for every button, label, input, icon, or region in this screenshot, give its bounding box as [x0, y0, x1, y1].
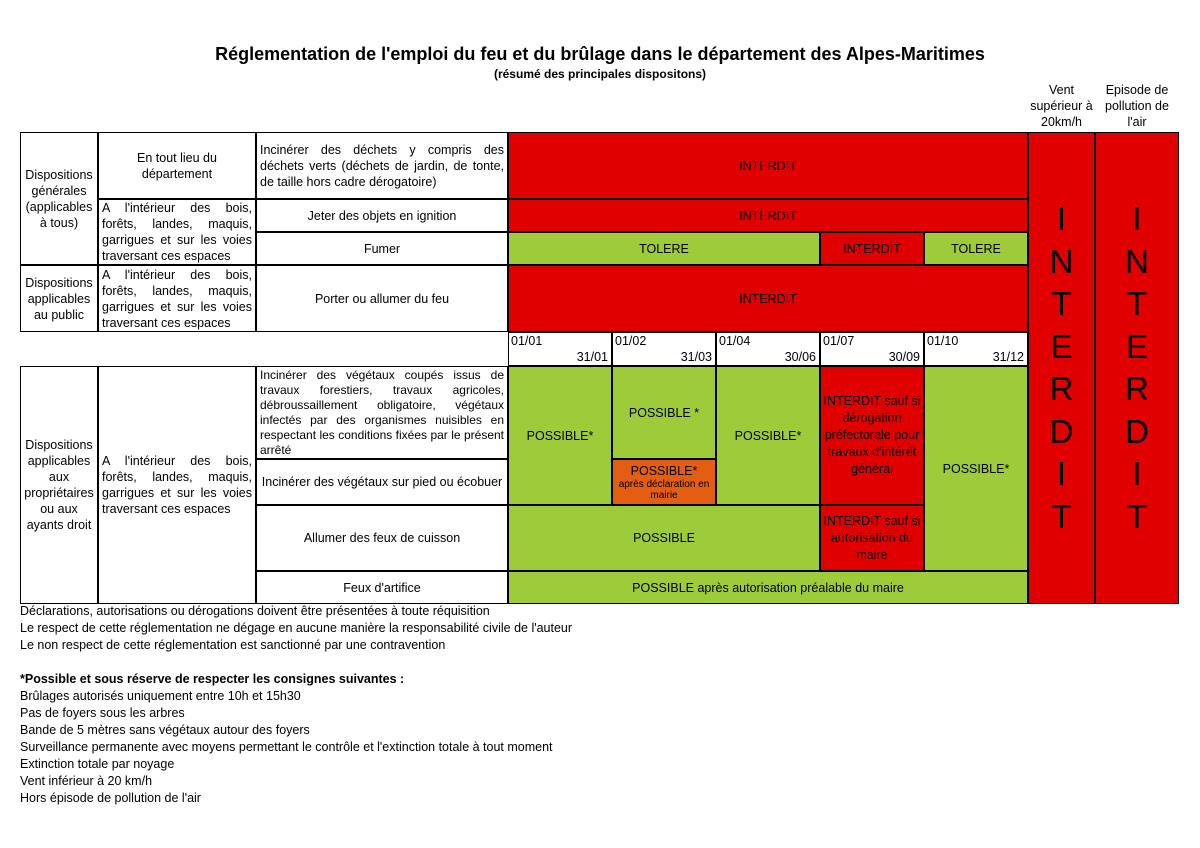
- period-1: [508, 332, 612, 366]
- condition-line: Brûlages autorisés uniquement entre 10h et 15h30: [20, 689, 301, 703]
- location-everywhere: En tout lieu du département: [98, 132, 256, 199]
- status-smoke-1: TOLERE: [508, 232, 820, 265]
- period-4: [820, 332, 924, 366]
- period-2: [612, 332, 716, 366]
- activity-carry-fire: Porter ou allumer du feu: [256, 265, 508, 332]
- status-plants-p5: POSSIBLE*: [924, 366, 1028, 571]
- pollution-letter: N: [1125, 242, 1149, 280]
- period-2-start: 01/02: [615, 334, 647, 348]
- status-smoke-3: TOLERE: [924, 232, 1028, 265]
- period-4-end: 30/09: [888, 350, 920, 364]
- condition-line: Hors épisode de pollution de l'air: [20, 791, 201, 805]
- condition-line: Pas de foyers sous les arbres: [20, 706, 185, 720]
- status-cut-plants-p2: POSSIBLE *: [612, 366, 716, 459]
- status-carry-fire: INTERDIT: [508, 265, 1028, 332]
- condition-line: Surveillance permanente avec moyens permettant le contrôle et l'extinction totale à tout moment: [20, 740, 553, 754]
- activity-cut-plants: Incinérer des végétaux coupés issus de travaux forestiers, travaux agricoles, débroussaillement obligatoire, végétaux infectés par des organismes nuisibles en respectant les conditions fixées par le présent arrêté: [256, 366, 508, 459]
- activity-cooking: Allumer des feux de cuisson: [256, 505, 508, 571]
- pollution-letter: D: [1125, 412, 1149, 450]
- location-woods-public: A l'intérieur des bois, forêts, landes, maquis, garrigues et sur les voies traversant ces espaces: [98, 265, 256, 332]
- section-owners: Dispositions applicables aux propriétaires ou aux ayants droit: [20, 366, 98, 604]
- activity-standing-plants: Incinérer des végétaux sur pied ou écobuer: [256, 459, 508, 505]
- location-woods-general: A l'intérieur des bois, forêts, landes, maquis, garrigues et sur les voies traversant ces espaces: [98, 199, 256, 265]
- status-cooking-2: INTERDIT sauf si autorisation du maire: [820, 505, 924, 571]
- header-wind: Vent supérieur à 20km/h: [1030, 83, 1093, 129]
- wind-letter: T: [1051, 285, 1072, 322]
- activity-waste: Incinérer des déchets y compris des déchets verts (déchets de jardin, de tonte, de taille hors cadre dérogatoire): [256, 132, 508, 199]
- status-plants-p1: POSSIBLE*: [508, 366, 612, 505]
- status-throw: INTERDIT: [508, 199, 1028, 232]
- condition-line: Vent inférieur à 20 km/h: [20, 774, 153, 788]
- period-5-start: 01/10: [927, 334, 959, 348]
- period-5-end: 31/12: [992, 350, 1024, 364]
- status-fireworks: POSSIBLE après autorisation préalable du maire: [508, 571, 1028, 604]
- pollution-letter: I: [1132, 200, 1142, 237]
- status-plants-p3: POSSIBLE*: [716, 366, 820, 505]
- period-4-start: 01/07: [823, 334, 855, 348]
- wind-letter: D: [1049, 412, 1074, 450]
- condition-line: Bande de 5 mètres sans végétaux autour des foyers: [20, 723, 310, 737]
- wind-letter: E: [1050, 327, 1073, 365]
- wind-letter: N: [1049, 242, 1074, 280]
- status-standing-plants-p2-note: après déclaration en mairie: [618, 479, 710, 501]
- wind-letter: R: [1049, 370, 1074, 407]
- note-line: Le respect de cette réglementation ne dégage en aucune manière la responsabilité civile de l'auteur: [20, 621, 573, 635]
- wind-letter: T: [1051, 497, 1072, 535]
- pollution-interdit-column: [1095, 132, 1179, 604]
- condition-line: Extinction totale par noyage: [20, 757, 175, 771]
- wind-letter: I: [1056, 455, 1067, 492]
- status-plants-p4: INTERDIT sauf si dérogation préfectorale pour travaux d'intérêt général: [820, 366, 924, 505]
- section-general: Dispositions générales (applicables à tous): [20, 132, 98, 265]
- status-standing-plants-p2: [612, 459, 716, 505]
- pollution-letter: T: [1126, 497, 1148, 535]
- activity-throw: Jeter des objets en ignition: [256, 199, 508, 232]
- note-line: Le non respect de cette réglementation est sanctionné par une contravention: [20, 638, 446, 652]
- period-1-end: 31/01: [576, 350, 608, 364]
- pollution-letter: T: [1126, 285, 1148, 322]
- period-1-start: 01/01: [511, 334, 543, 348]
- activity-smoke: Fumer: [256, 232, 508, 265]
- status-cooking-1: POSSIBLE: [508, 505, 820, 571]
- activity-fireworks: Feux d'artifice: [256, 571, 508, 604]
- period-5: [924, 332, 1028, 366]
- period-3: [716, 332, 820, 366]
- header-pollution: Episode de pollution de l'air: [1105, 83, 1169, 129]
- note-line: Déclarations, autorisations ou dérogations doivent être présentées à toute réquisition: [20, 604, 490, 618]
- notes: [20, 603, 572, 654]
- period-2-end: 31/03: [680, 350, 712, 364]
- page-title: Réglementation de l'emploi du feu et du brûlage dans le département des Alpes-Maritimes: [215, 44, 985, 64]
- status-smoke-2: INTERDIT: [820, 232, 924, 265]
- pollution-letter: R: [1125, 370, 1149, 407]
- page-subtitle: (résumé des principales dispositons): [493, 67, 707, 81]
- conditions: [20, 671, 553, 807]
- wind-interdit-column: [1028, 132, 1095, 604]
- pollution-letter: E: [1125, 327, 1148, 365]
- wind-letter: I: [1056, 200, 1067, 237]
- conditions-title: *Possible et sous réserve de respecter les consignes suivantes :: [20, 672, 405, 686]
- status-waste: INTERDIT: [508, 132, 1028, 199]
- pollution-letter: I: [1132, 455, 1142, 492]
- period-3-start: 01/04: [719, 334, 751, 348]
- period-3-end: 30/06: [784, 350, 816, 364]
- section-public: Dispositions applicables au public: [20, 265, 98, 332]
- location-woods-owners: A l'intérieur des bois, forêts, landes, maquis, garrigues et sur les voies traversant ces espaces: [98, 366, 256, 604]
- status-standing-plants-p2-label: POSSIBLE*: [630, 464, 698, 478]
